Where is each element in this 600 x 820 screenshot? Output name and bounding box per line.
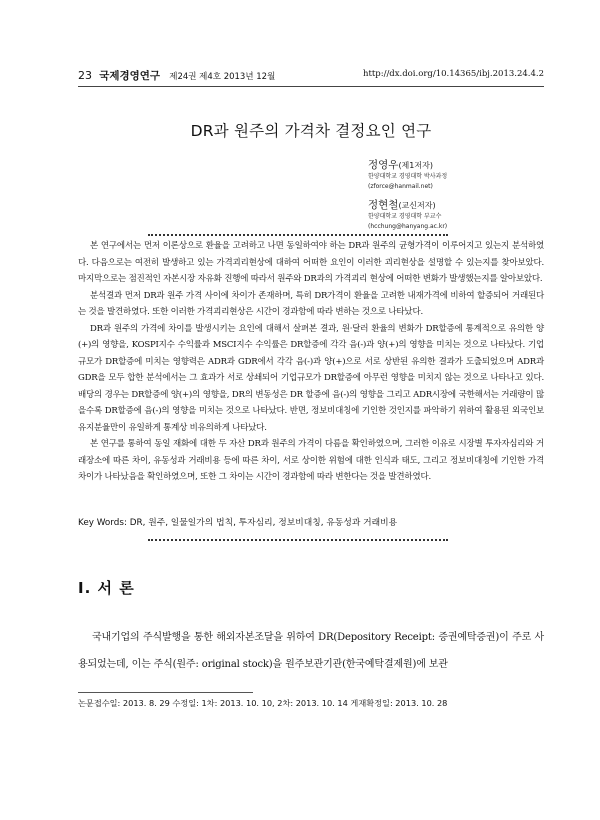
keywords [78,515,544,528]
author-email[interactable]: (zforce@hanmail.net) [368,183,433,190]
abstract-paragraph: 분석결과 먼저 DR과 원주 가격 사이에 차이가 존재하며, 특히 DR가격이 환율을 고려한 내재가격에 비하여 할증되어 거래된다는 것을 발견하였다. 또한 이러한 가격괴리현상은 시간이 경과함에 따라 변하는 것으로 나타났다. [78,290,544,317]
keywords-label: Key Words [78,518,124,528]
journal-name: 국제경영연구 [99,70,161,82]
journal-info [78,68,275,83]
body-paragraph: 국내기업의 주식발행을 통한 해외자본조달을 위하여 DR(Depository Receipt: 증권예탁증권)이 주로 사용되었는데, 이는 주식(원주: original stock)을 원주보관기관(한국예탁결제원)에 보관 [78,632,544,670]
paper-title: DR과 원주의 가격차 결정요인 연구 [190,122,432,140]
footnote-rule [78,692,253,693]
author-name: 정현철 [368,199,399,211]
abstract-divider-top [148,234,448,236]
page-number: 23 [78,69,92,82]
keywords-separator: : [123,518,130,528]
submission-dates: 논문접수일: 2013. 8. 29 수정일: 1차: 2013. 10. 10, 2차: 2013. 10. 14 게재확정일: 2013. 10. 28 [78,698,448,708]
author-affiliation: 한양대학교 경영대학 부교수 [368,213,442,220]
abstract-paragraph: 본 연구를 통하여 동일 재화에 대한 두 자산 DR과 원주의 가격이 다름을 확인하였으며, 그러한 이유로 시장별 투자자심리와 거래장소에 따른 차이, 유동성과 거래비용 등에 따른 차이, 서로 상이한 위험에 대한 인식과 태도, 그리고 정보비대칭에 기인한 가격차이가 나타났음을 확인하였으며, 또한 그 차이는 시간이 경과함에 따라 변한다는 것을 발견하였다. [78,439,544,482]
author-role: (교신저자) [398,201,436,210]
section-number: Ⅰ. [78,579,92,597]
author-name: 정영우 [368,159,399,171]
author-affiliation: 한양대학교 경영대학 박사과정 [368,173,448,180]
header-rule [78,86,544,87]
author-email[interactable]: (hcchung@hanyang.ac.kr) [368,223,448,230]
author-2 [368,193,447,232]
doi-link[interactable]: http://dx.doi.org/10.14365/ibj.2013.24.4.2 [362,69,544,79]
running-header [78,68,544,84]
author-1 [368,153,447,192]
body-text [78,624,544,678]
section-title: 서 론 [97,579,135,597]
volume-info: 제24권 제4호 2013년 12월 [169,72,276,82]
abstract [78,238,544,486]
author-role: (제1저자) [398,161,433,170]
keywords-text: DR, 원주, 일물일가의 법칙, 투자심리, 정보비대칭, 유동성과 거래비용 [129,518,398,528]
section-heading [78,577,135,598]
abstract-paragraph: 본 연구에서는 먼저 이론상으로 환율을 고려하고 나면 동일하여야 하는 DR과 원주의 균형가격이 이루어지고 있는지 분석하였다. 다음으로는 여전히 발생하고 있는 가격괴리현상에 대하여 어떠한 요인이 이러한 괴리현상을 설명할 수 있는지를 찾아보았다. 마지막으로는 점진적인 자본시장 자유화 진행에 따라서 원주와 DR과의 가격괴리 현상에 어떠한 변화가 발생했는지를 알아보았다. [78,241,544,284]
abstract-paragraph: DR과 원주의 가격에 차이를 발생시키는 요인에 대해서 살펴본 결과, 원·달러 환율의 변화가 DR할증에 통계적으로 유의한 양(+)의 영향을, KOSPI지수 수익률과 MSCI지수 수익률은 DR할증에 각각 음(-)과 양(+)의 영향을 미치는 것으로 나타났다. 기업규모가 DR할증에 미치는 영향력은 ADR과 GDR에서 각각 음(-)과 양(+)으로 서로 상반된 유의한 결과가 도출되었으며 ADR과 GDR을 모두 합한 분석에서는 그 효과가 서로 상쇄되어 기업규모가 DR할증에 아무런 영향을 미치지 않는 것으로 나타나고 있다. 배당의 경우는 DR할증에 양(+)의 영향을, DR의 변동성은 DR 할증에 음(-)의 영향을 그리고 ADR시장에 국한해서는 거래량이 많을수록 DR할증에 음(-)의 영향을 미치는 것으로 나타났다. 반면, 정보비대칭에 기인한 것인지를 파악하기 위하여 활용된 외국인보유지분율만이 유일하게 통계상 비유의하게 나타났다. [78,323,544,433]
abstract-divider-bottom [148,539,448,541]
